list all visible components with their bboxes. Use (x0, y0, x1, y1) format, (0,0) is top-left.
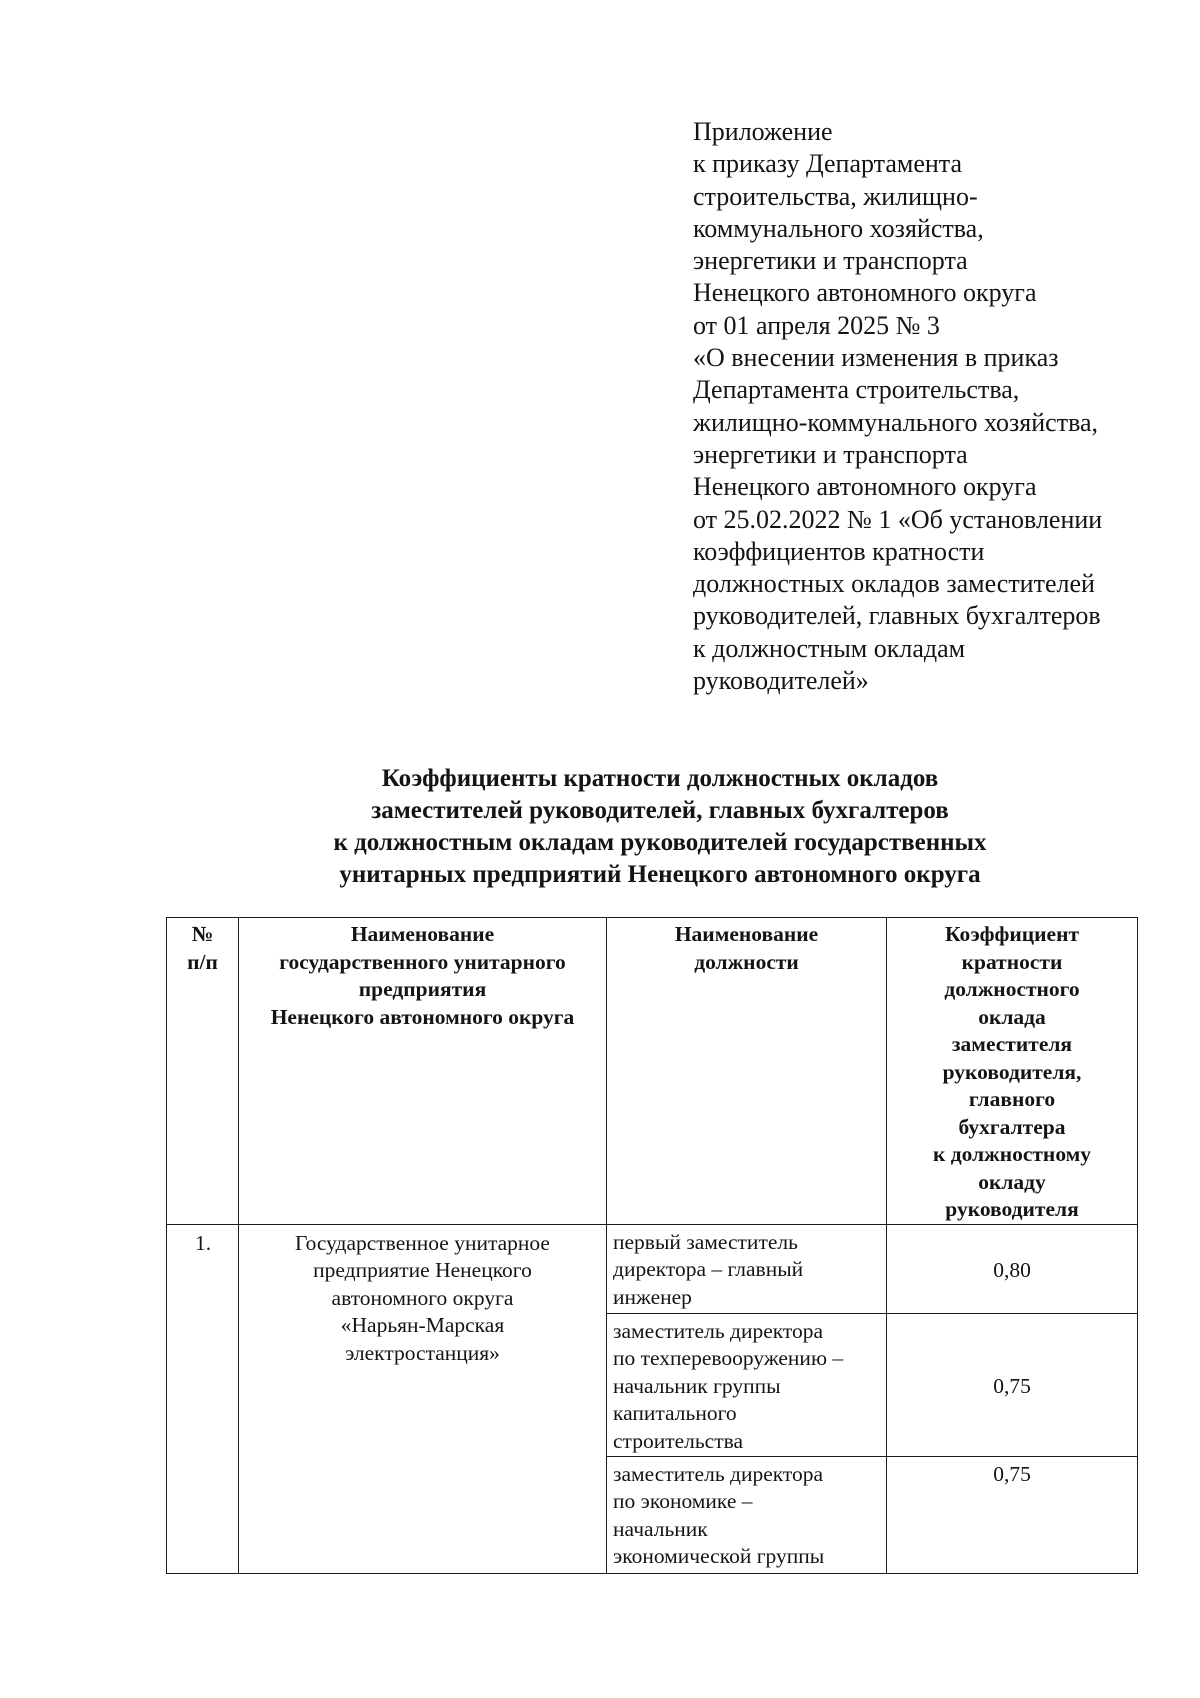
title-line: унитарных предприятий Ненецкого автономного округа (339, 861, 981, 888)
appendix-line: Приложение (693, 117, 833, 146)
header-organization: Наименование государственного унитарного предприятия Ненецкого автономного округа (239, 918, 607, 1225)
position-name: заместитель директора по техперевооружению – начальник группы капитального строительства (607, 1313, 887, 1456)
appendix-line: энергетики и транспорта (693, 246, 968, 276)
position-name: первый заместитель директора – главный инженер (607, 1224, 887, 1313)
coefficient-value: 0,80 (887, 1224, 1138, 1313)
appendix-line: коммунального хозяйства, (693, 213, 984, 243)
appendix-line: руководителей» (693, 666, 869, 696)
appendix-line: Департамента строительства, (693, 375, 1020, 405)
header-number: № п/п (167, 918, 239, 1225)
header-coefficient: Коэффициент кратности должностного оклада заместителя руководителя, главного бухгалтера к должностному окладу руководителя (887, 918, 1138, 1225)
organization-name: Государственное унитарное предприятие Ненецкого автономного округа «Нарьян-Марская электростанция» (239, 1224, 607, 1573)
title-line: Коэффициенты кратности должностных окладов (381, 765, 939, 792)
table-header-row (167, 918, 1138, 1225)
appendix-line: от 01 апреля 2025 № 3 (693, 310, 940, 340)
appendix-line: энергетики и транспорта (693, 439, 968, 469)
appendix-line: строительства, жилищно- (693, 181, 978, 211)
appendix-line: Ненецкого автономного округа (693, 472, 1037, 502)
document-title (160, 763, 1160, 891)
appendix-line: коэффициентов кратности (693, 536, 985, 566)
title-line: заместителей руководителей, главных бухгалтеров (371, 797, 949, 824)
table-row (167, 1224, 1138, 1313)
appendix-line: «О внесении изменения в приказ (693, 343, 1059, 373)
position-name: заместитель директора по экономике – начальник экономической группы (607, 1456, 887, 1573)
appendix-line: к приказу Департамента (693, 149, 963, 179)
appendix-line: жилищно-коммунального хозяйства, (693, 407, 1099, 437)
appendix-line: руководителей, главных бухгалтеров (693, 601, 1101, 631)
appendix-line: Ненецкого автономного округа (693, 278, 1037, 308)
row-number: 1. (167, 1224, 239, 1573)
title-line: к должностным окладам руководителей государственных (333, 829, 987, 856)
appendix-line: к должностным окладам (693, 633, 966, 663)
header-position: Наименование должности (607, 918, 887, 1225)
appendix-line: должностных окладов заместителей (693, 569, 1095, 599)
coefficient-value: 0,75 (887, 1456, 1138, 1573)
appendix-line: от 25.02.2022 № 1 «Об установлении (693, 504, 1103, 534)
coefficients-table (166, 917, 1138, 1574)
appendix-block (693, 116, 1163, 697)
coefficient-value: 0,75 (887, 1313, 1138, 1456)
